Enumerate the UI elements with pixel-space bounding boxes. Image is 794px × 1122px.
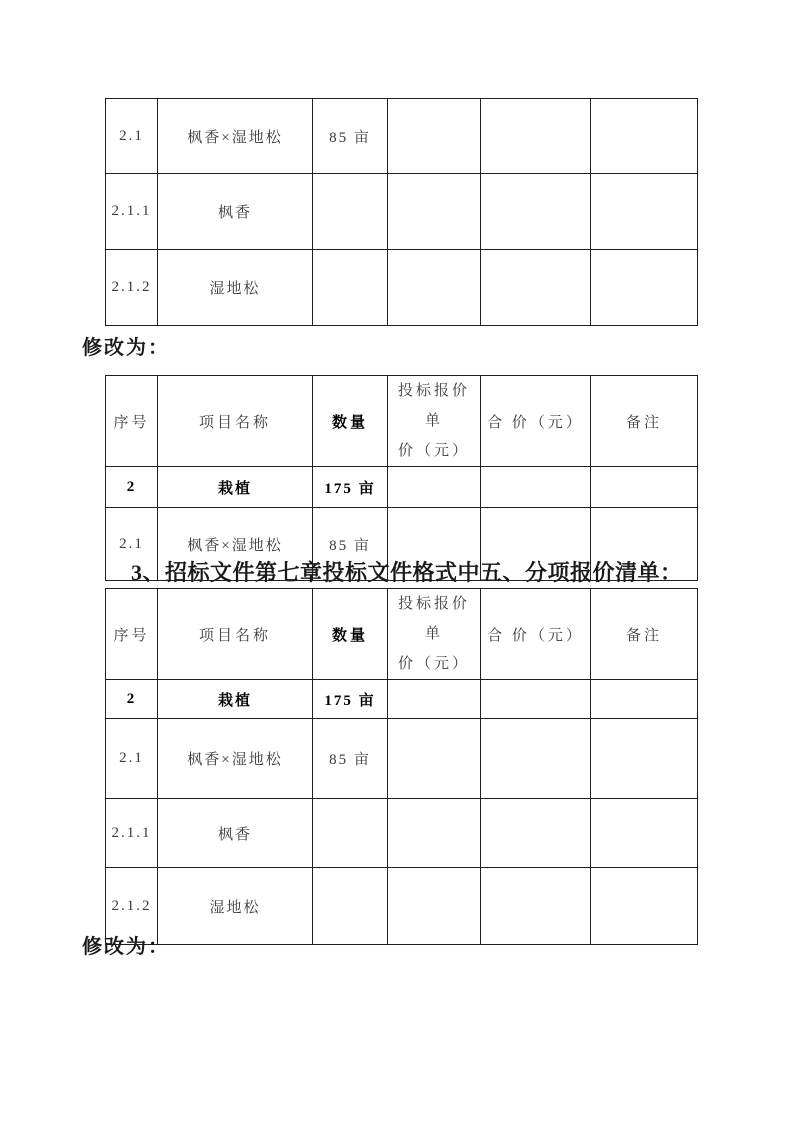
cell-quantity bbox=[313, 799, 388, 868]
header-item-name: 项目名称 bbox=[158, 589, 313, 680]
cell-total-price bbox=[481, 868, 591, 945]
cell-unit-price bbox=[388, 868, 481, 945]
table-row bbox=[106, 99, 698, 174]
table-header-row bbox=[106, 589, 698, 680]
cell-total-price bbox=[481, 680, 591, 719]
table-modified bbox=[105, 375, 698, 581]
cell-remark bbox=[591, 99, 698, 174]
cell-total-price bbox=[481, 719, 591, 799]
cell-seq: 2 bbox=[106, 680, 158, 719]
cell-item-name: 湿地松 bbox=[158, 868, 313, 945]
cell-unit-price bbox=[388, 174, 481, 250]
cell-item-name: 栽植 bbox=[158, 680, 313, 719]
cell-total-price bbox=[481, 799, 591, 868]
cell-quantity: 85 亩 bbox=[313, 508, 388, 581]
header-total-price: 合 价（元） bbox=[481, 589, 591, 680]
cell-quantity bbox=[313, 250, 388, 326]
cell-unit-price bbox=[388, 680, 481, 719]
header-total-price: 合 价（元） bbox=[481, 376, 591, 467]
header-unit-price-line2: 价（元） bbox=[397, 656, 470, 672]
cell-quantity: 85 亩 bbox=[313, 99, 388, 174]
cell-seq: 2.1 bbox=[106, 508, 158, 581]
header-remark: 备注 bbox=[591, 589, 698, 680]
table-row bbox=[106, 467, 698, 508]
cell-seq: 2.1 bbox=[106, 99, 158, 174]
table-header-row bbox=[106, 376, 698, 467]
cell-remark bbox=[591, 868, 698, 945]
section3-heading: 3、招标文件第七章投标文件格式中五、分项报价清单： bbox=[131, 560, 683, 585]
cell-item-name: 栽植 bbox=[158, 467, 313, 508]
cell-total-price bbox=[481, 174, 591, 250]
header-unit-price-line2: 价（元） bbox=[397, 443, 470, 459]
cell-total-price bbox=[481, 467, 591, 508]
cell-item-name: 枫香 bbox=[158, 799, 313, 868]
header-quantity: 数量 bbox=[313, 376, 388, 467]
cell-total-price bbox=[481, 99, 591, 174]
table-row bbox=[106, 680, 698, 719]
cell-unit-price bbox=[388, 719, 481, 799]
cell-quantity bbox=[313, 174, 388, 250]
cell-item-name: 枫香×湿地松 bbox=[158, 99, 313, 174]
header-unit-price bbox=[388, 376, 481, 467]
cell-total-price bbox=[481, 250, 591, 326]
table-row bbox=[106, 250, 698, 326]
cell-quantity: 175 亩 bbox=[313, 680, 388, 719]
modify-label-top: 修改为： bbox=[82, 337, 170, 359]
cell-remark bbox=[591, 250, 698, 326]
cell-remark bbox=[591, 719, 698, 799]
header-unit-price bbox=[388, 589, 481, 680]
header-quantity: 数量 bbox=[313, 589, 388, 680]
cell-quantity: 175 亩 bbox=[313, 467, 388, 508]
cell-unit-price bbox=[388, 799, 481, 868]
header-seq: 序号 bbox=[106, 376, 158, 467]
cell-remark bbox=[591, 174, 698, 250]
header-unit-price-line1: 投标报价单 bbox=[397, 383, 470, 429]
cell-seq: 2 bbox=[106, 467, 158, 508]
cell-quantity bbox=[313, 868, 388, 945]
cell-item-name: 湿地松 bbox=[158, 250, 313, 326]
header-seq: 序号 bbox=[106, 589, 158, 680]
cell-unit-price bbox=[388, 250, 481, 326]
cell-quantity: 85 亩 bbox=[313, 719, 388, 799]
cell-remark bbox=[591, 467, 698, 508]
cell-item-name: 枫香×湿地松 bbox=[158, 508, 313, 581]
cell-seq: 2.1.1 bbox=[106, 174, 158, 250]
modify-label-bottom: 修改为： bbox=[82, 936, 170, 958]
cell-item-name: 枫香 bbox=[158, 174, 313, 250]
cell-item-name: 枫香×湿地松 bbox=[158, 719, 313, 799]
header-item-name: 项目名称 bbox=[158, 376, 313, 467]
cell-seq: 2.1.1 bbox=[106, 799, 158, 868]
cell-remark bbox=[591, 680, 698, 719]
table-original-continuation bbox=[105, 98, 698, 326]
header-remark: 备注 bbox=[591, 376, 698, 467]
table-row bbox=[106, 174, 698, 250]
cell-unit-price bbox=[388, 99, 481, 174]
table-row bbox=[106, 868, 698, 945]
table-row bbox=[106, 719, 698, 799]
cell-seq: 2.1.2 bbox=[106, 868, 158, 945]
header-unit-price-line1: 投标报价单 bbox=[397, 596, 470, 642]
cell-remark bbox=[591, 799, 698, 868]
table-section3 bbox=[105, 588, 698, 945]
table-row bbox=[106, 799, 698, 868]
cell-unit-price bbox=[388, 467, 481, 508]
cell-seq: 2.1 bbox=[106, 719, 158, 799]
cell-seq: 2.1.2 bbox=[106, 250, 158, 326]
